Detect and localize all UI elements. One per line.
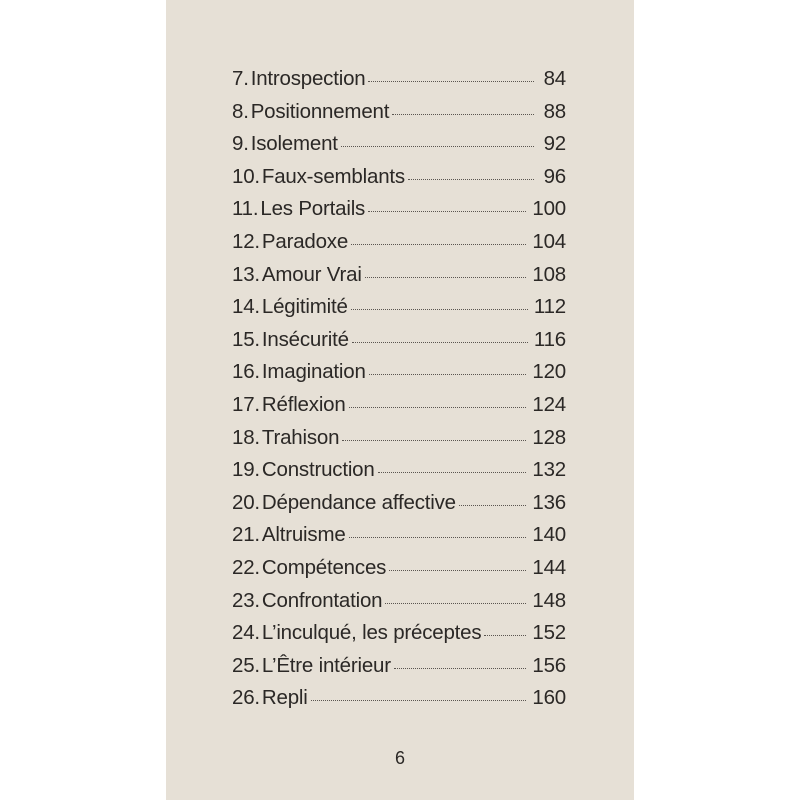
toc-entry-title: Les Portails bbox=[260, 197, 366, 221]
toc-entry-number: 11. bbox=[232, 197, 259, 221]
dot-leader bbox=[394, 667, 527, 669]
toc-entry-title: Dépendance affective bbox=[261, 490, 456, 514]
toc-entry-title: Compétences bbox=[261, 555, 387, 579]
book-page bbox=[166, 0, 634, 800]
toc-entry-page: 152 bbox=[532, 621, 566, 645]
toc-entry-title: L’inculqué, les préceptes bbox=[261, 621, 482, 645]
toc-entry bbox=[232, 263, 566, 296]
toc-entry-title: L’Être intérieur bbox=[261, 653, 391, 677]
toc-entry-page: 112 bbox=[533, 295, 566, 319]
toc-entry-page: 116 bbox=[533, 327, 566, 351]
dot-leader bbox=[311, 699, 527, 701]
toc-entry-number: 12. bbox=[232, 229, 260, 253]
toc-entry bbox=[232, 523, 566, 556]
toc-entry-page: 144 bbox=[532, 555, 566, 579]
dot-leader bbox=[352, 341, 528, 343]
dot-leader bbox=[459, 504, 527, 506]
toc-entry-page: 132 bbox=[532, 458, 566, 482]
toc-entry-title: Altruisme bbox=[261, 523, 346, 547]
page-number: 6 bbox=[394, 748, 405, 768]
toc-entry-title: Repli bbox=[261, 686, 308, 710]
toc-entry bbox=[232, 360, 566, 393]
toc-entry-page: 108 bbox=[532, 262, 566, 286]
dot-leader bbox=[369, 373, 527, 375]
toc-entry-number: 16. bbox=[232, 360, 260, 384]
toc-entry-title: Amour Vrai bbox=[261, 262, 362, 286]
toc-entry-number: 7. bbox=[232, 67, 249, 90]
toc-entry-page: 148 bbox=[532, 588, 566, 612]
toc-entry-page: 120 bbox=[532, 360, 566, 384]
dot-leader bbox=[349, 536, 527, 538]
toc-entry-title: Confrontation bbox=[261, 588, 383, 612]
dot-leader bbox=[385, 602, 526, 604]
toc-entry-title: Réflexion bbox=[261, 392, 346, 416]
toc-entry-page: 160 bbox=[532, 686, 566, 710]
toc-entry-number: 13. bbox=[232, 262, 260, 286]
toc-entry bbox=[232, 654, 566, 687]
dot-leader bbox=[351, 308, 528, 310]
toc-entry-number: 15. bbox=[232, 327, 260, 351]
dot-leader bbox=[351, 243, 526, 245]
toc-entry-number: 23. bbox=[232, 588, 260, 612]
dot-leader bbox=[392, 113, 534, 115]
toc-entry-number: 14. bbox=[232, 295, 260, 319]
toc-entry bbox=[232, 556, 566, 589]
toc-entry-page: 88 bbox=[543, 99, 566, 123]
table-of-contents bbox=[232, 67, 566, 719]
dot-leader bbox=[368, 80, 534, 82]
toc-entry-number: 17. bbox=[232, 392, 260, 416]
toc-entry-number: 20. bbox=[232, 490, 260, 514]
toc-entry-number: 24. bbox=[232, 621, 260, 645]
toc-entry-page: 156 bbox=[532, 653, 566, 677]
toc-entry bbox=[232, 132, 566, 165]
toc-entry-number: 19. bbox=[232, 458, 260, 482]
toc-entry bbox=[232, 100, 566, 133]
toc-entry bbox=[232, 67, 566, 100]
toc-entry bbox=[232, 230, 566, 263]
toc-entry bbox=[232, 295, 566, 328]
toc-entry-title: Isolement bbox=[250, 132, 338, 156]
toc-entry-title: Légitimité bbox=[261, 295, 348, 319]
dot-leader bbox=[342, 439, 526, 441]
toc-entry bbox=[232, 491, 566, 524]
dot-leader bbox=[378, 471, 527, 473]
toc-entry bbox=[232, 458, 566, 491]
toc-entry-page: 96 bbox=[543, 164, 566, 188]
dot-leader bbox=[484, 634, 526, 636]
toc-entry bbox=[232, 165, 566, 198]
toc-entry-page: 84 bbox=[543, 67, 566, 90]
toc-entry-page: 92 bbox=[543, 132, 566, 156]
dot-leader bbox=[365, 276, 527, 278]
dot-leader bbox=[349, 406, 527, 408]
toc-entry bbox=[232, 393, 566, 426]
toc-entry-page: 140 bbox=[532, 523, 566, 547]
toc-entry-title: Trahison bbox=[261, 425, 340, 449]
toc-entry-page: 124 bbox=[532, 392, 566, 416]
toc-entry-number: 22. bbox=[232, 555, 260, 579]
toc-entry bbox=[232, 686, 566, 719]
toc-entry-page: 128 bbox=[532, 425, 566, 449]
toc-entry-page: 100 bbox=[532, 197, 566, 221]
toc-entry-title: Insécurité bbox=[261, 327, 349, 351]
toc-entry-number: 25. bbox=[232, 653, 260, 677]
dot-leader bbox=[389, 569, 526, 571]
toc-entry-number: 21. bbox=[232, 523, 260, 547]
toc-entry-title: Faux-semblants bbox=[261, 164, 405, 188]
toc-entry-page: 136 bbox=[532, 490, 566, 514]
toc-entry bbox=[232, 589, 566, 622]
toc-entry bbox=[232, 426, 566, 459]
toc-entry-number: 9. bbox=[232, 132, 249, 156]
toc-entry-title: Introspection bbox=[250, 67, 366, 90]
toc-entry-title: Imagination bbox=[261, 360, 366, 384]
toc-entry-number: 26. bbox=[232, 686, 260, 710]
toc-entry-title: Paradoxe bbox=[261, 229, 349, 253]
toc-entry bbox=[232, 197, 566, 230]
toc-entry-number: 18. bbox=[232, 425, 260, 449]
toc-entry-title: Positionnement bbox=[250, 99, 390, 123]
toc-entry-title: Construction bbox=[261, 458, 375, 482]
dot-leader bbox=[368, 210, 526, 212]
toc-entry-number: 8. bbox=[232, 99, 249, 123]
toc-entry-number: 10. bbox=[232, 164, 260, 188]
toc-entry bbox=[232, 621, 566, 654]
toc-entry-page: 104 bbox=[532, 229, 566, 253]
dot-leader bbox=[408, 178, 534, 180]
toc-entry bbox=[232, 328, 566, 361]
dot-leader bbox=[341, 145, 534, 147]
